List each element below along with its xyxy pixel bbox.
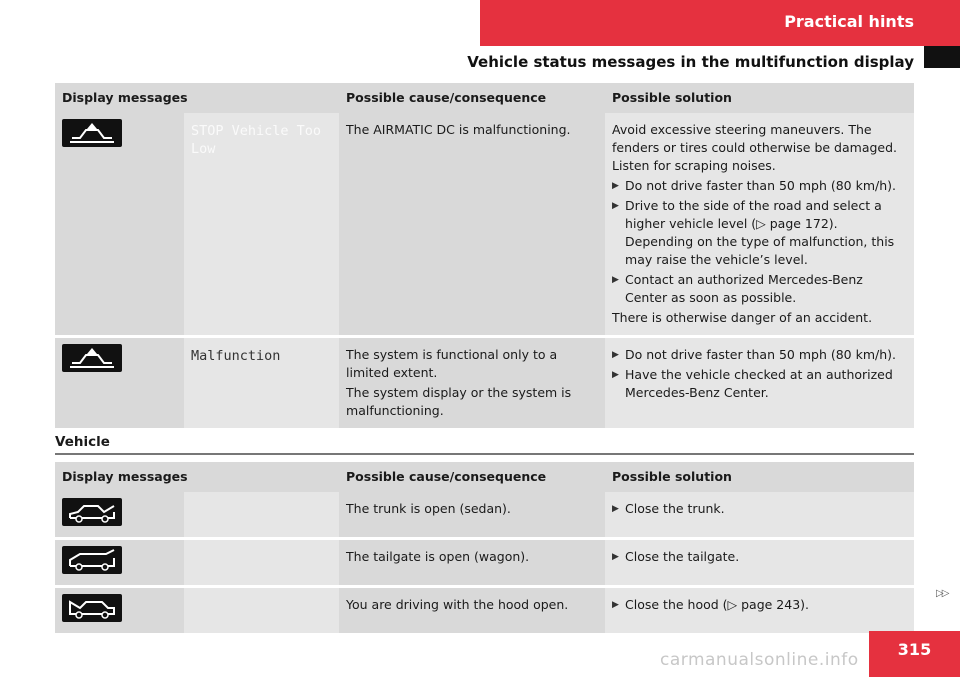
section-title: Practical hints bbox=[784, 12, 914, 31]
table-row bbox=[55, 492, 914, 539]
vehicle-level-warning-icon bbox=[62, 344, 122, 372]
col-solution: Possible solution bbox=[605, 83, 914, 113]
cause-text: You are driving with the hood open. bbox=[346, 597, 569, 612]
bullet-icon: ▶ bbox=[612, 201, 619, 211]
hood-open-icon bbox=[62, 594, 122, 622]
solution-bullet: Drive to the side of the road and select a higher vehicle level (▷ page 172). bbox=[625, 198, 882, 231]
display-message: STOP Vehicle Too Low bbox=[191, 123, 322, 157]
col-display-messages: Display messages bbox=[55, 83, 339, 113]
bullet-icon: ▶ bbox=[612, 350, 619, 360]
col-cause: Possible cause/consequence bbox=[339, 462, 605, 492]
table-header-row bbox=[55, 462, 914, 492]
bullet-icon: ▶ bbox=[612, 600, 619, 610]
bullet-icon: ▶ bbox=[612, 275, 619, 285]
solution-bullet: Do not drive faster than 50 mph (80 km/h). bbox=[625, 347, 897, 362]
trunk-open-icon bbox=[62, 498, 122, 526]
table-row bbox=[55, 587, 914, 635]
cause-text: The system display or the system is malfunctioning. bbox=[346, 385, 572, 418]
solution-bullet: Do not drive faster than 50 mph (80 km/h). bbox=[625, 178, 897, 193]
status-messages-table bbox=[55, 83, 914, 431]
page-number: 315 bbox=[869, 631, 960, 677]
section-divider bbox=[55, 453, 914, 455]
solution-bullet: Close the tailgate. bbox=[625, 549, 740, 564]
bullet-icon: ▶ bbox=[612, 504, 619, 514]
solution-outro: There is otherwise danger of an accident. bbox=[612, 310, 873, 325]
col-cause: Possible cause/consequence bbox=[339, 83, 605, 113]
cause-text: The trunk is open (sedan). bbox=[346, 501, 511, 516]
table-row bbox=[55, 113, 914, 337]
table-row bbox=[55, 337, 914, 430]
section-heading-vehicle: Vehicle bbox=[55, 434, 110, 450]
watermark: carmanualsonline.info bbox=[660, 650, 859, 670]
vehicle-messages-table bbox=[55, 462, 914, 636]
solution-bullet: Have the vehicle checked at an authorized Mercedes-Benz Center. bbox=[625, 367, 893, 400]
bullet-icon: ▶ bbox=[612, 552, 619, 562]
display-message: Malfunction bbox=[191, 348, 281, 364]
table-row bbox=[55, 539, 914, 587]
bullet-icon: ▶ bbox=[612, 370, 619, 380]
solution-bullet: Contact an authorized Mercedes-Benz Center as soon as possible. bbox=[625, 272, 863, 305]
bullet-icon: ▶ bbox=[612, 181, 619, 191]
solution-note: Depending on the type of malfunction, this may raise the vehicle’s level. bbox=[625, 234, 895, 267]
continue-marker: ▷▷ bbox=[936, 588, 948, 599]
cause-text: The AIRMATIC DC is malfunctioning. bbox=[346, 122, 571, 137]
solution-intro: Avoid excessive steering maneuvers. The fenders or tires could otherwise be damaged. Listen for scraping noises. bbox=[612, 122, 898, 173]
header-tab-marker bbox=[924, 46, 960, 68]
col-display-messages: Display messages bbox=[55, 462, 339, 492]
cause-text: The system is functional only to a limited extent. bbox=[346, 347, 558, 380]
cause-text: The tailgate is open (wagon). bbox=[346, 549, 530, 564]
tailgate-open-icon bbox=[62, 546, 122, 574]
page-subtitle: Vehicle status messages in the multifunction display bbox=[467, 53, 914, 71]
solution-bullet: Close the hood (▷ page 243). bbox=[625, 597, 810, 612]
col-solution: Possible solution bbox=[605, 462, 914, 492]
vehicle-level-warning-icon bbox=[62, 119, 122, 147]
solution-bullet: Close the trunk. bbox=[625, 501, 725, 516]
table-header-row bbox=[55, 83, 914, 113]
